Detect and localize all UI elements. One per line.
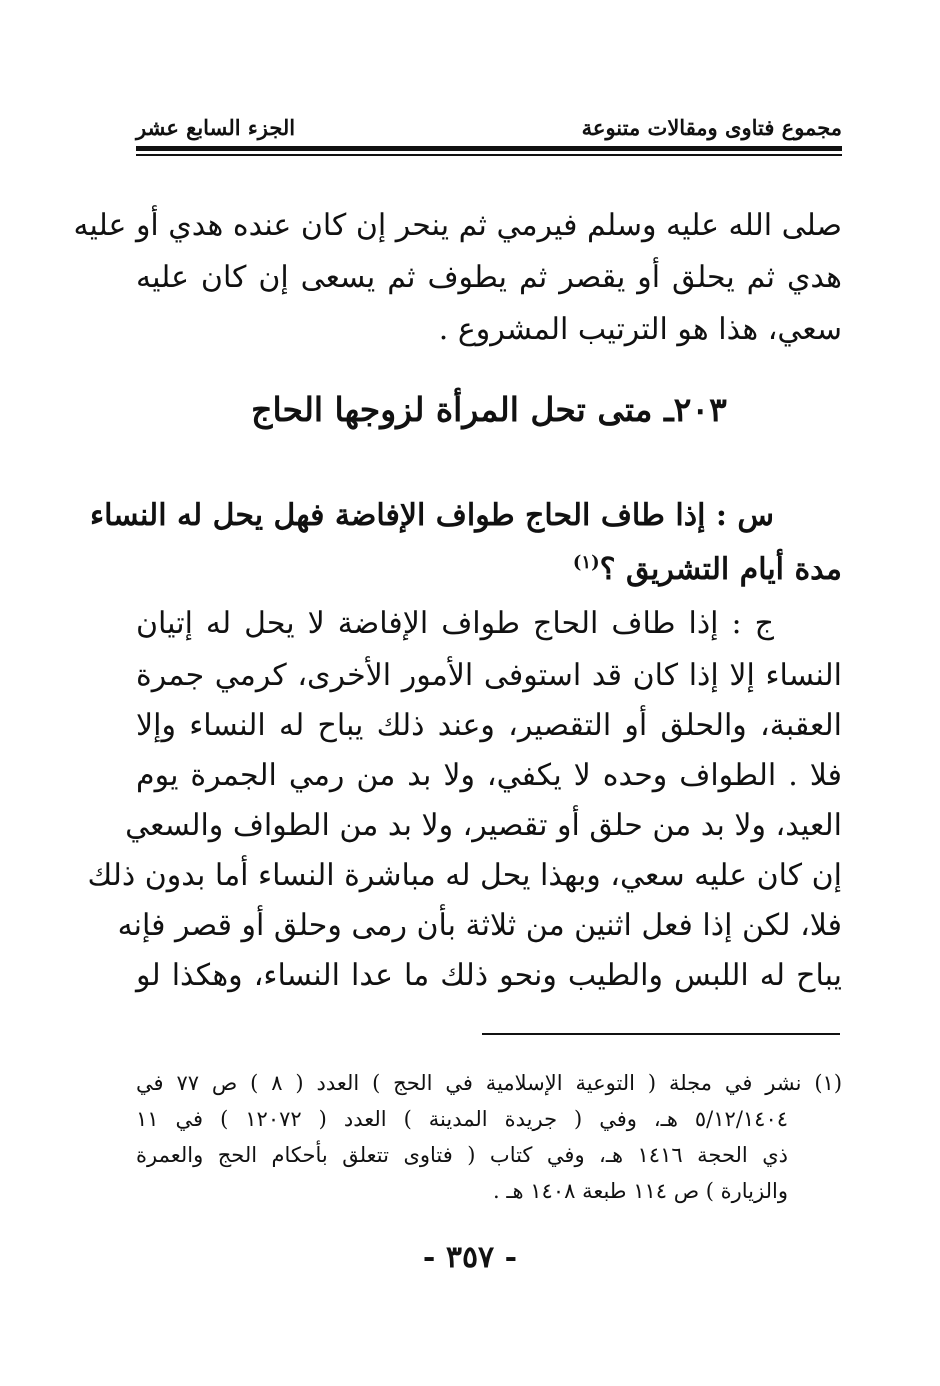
- answer-line: العيد، ولا بد من حلق أو تقصير، ولا بد من الطواف والسعي: [125, 808, 842, 843]
- intro-line: هدي ثم يحلق أو يقصر ثم يطوف ثم يسعى إن كان عليه: [136, 260, 842, 295]
- footnote-line: والزيارة ) ص ١١٤ طبعة ١٤٠٨ هـ .: [493, 1179, 788, 1203]
- answer-line: فلا . الطواف وحده لا يكفي، ولا بد من رمي الجمرة يوم: [136, 758, 842, 793]
- section-title: ٢٠٣ـ متى تحل المرأة لزوجها الحاج: [251, 390, 727, 429]
- page-number: - ٣٥٧ -: [422, 1240, 518, 1275]
- answer-line: ج : إذا طاف الحاج طواف الإفاضة لا يحل له إتيان: [136, 606, 774, 641]
- header-volume: الجزء السابع عشر: [136, 115, 296, 140]
- intro-line: سعي، هذا هو الترتيب المشروع .: [438, 312, 842, 347]
- answer-line: فلا، لكن إذا فعل اثنين من ثلاثة بأن رمى وحلق أو قصر فإنه: [117, 908, 842, 943]
- footnote-line: ذي الحجة ١٤١٦ هـ، وفي كتاب ( فتاوى تتعلق بأحكام الحج والعمرة: [136, 1143, 788, 1167]
- footnote-marker: (١): [572, 552, 600, 573]
- footnote-line: (١) نشر في مجلة ( التوعية الإسلامية في الحج ) العدد ( ٨ ) ص ٧٧ في: [136, 1071, 843, 1095]
- header-rule-thin: [136, 154, 842, 156]
- footnote-separator: [482, 1033, 840, 1035]
- question-text: مدة أيام التشريق ؟: [599, 552, 842, 587]
- intro-line: صلى الله عليه وسلم فيرمي ثم ينحر إن كان عنده هدي أو عليه: [73, 208, 842, 243]
- answer-line: العقبة، والحلق أو التقصير، وعند ذلك يباح له النساء وإلا: [136, 708, 842, 743]
- header-book-title: مجموع فتاوى ومقالات متنوعة: [581, 115, 842, 140]
- answer-line: النساء إلا إذا كان قد استوفى الأمور الأخرى، كرمي جمرة: [136, 658, 842, 693]
- running-header: [136, 110, 842, 140]
- question-line-2: [136, 550, 842, 590]
- answer-line: إن كان عليه سعي، وبهذا يحل له مباشرة النساء أما بدون ذلك: [87, 858, 842, 893]
- footnote-line: ٥/١٢/١٤٠٤ هـ، وفي ( جريدة المدينة ) العدد ( ١٢٠٧٢ ) في ١١: [136, 1107, 789, 1131]
- answer-line: يباح له اللبس والطيب ونحو ذلك ما عدا النساء، وهكذا لو: [136, 958, 842, 993]
- header-rule-thick: [136, 146, 842, 151]
- question-line: س : إذا طاف الحاج طواف الإفاضة فهل يحل له النساء: [89, 498, 774, 533]
